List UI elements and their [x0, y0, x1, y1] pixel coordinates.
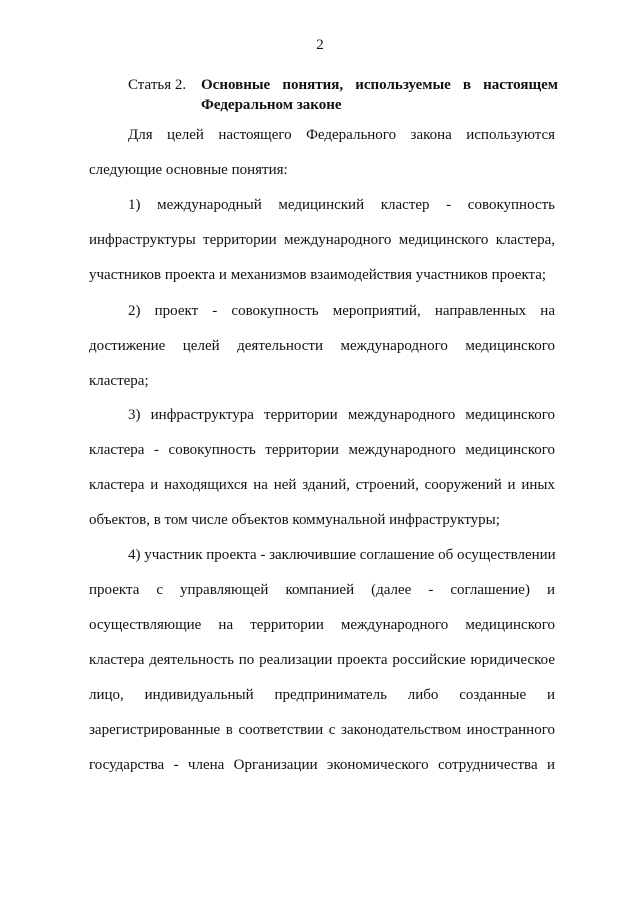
text-line: 2) проект - совокупность мероприятий, направленных на: [128, 303, 555, 319]
text-line: зарегистрированные в соответствии с законодательством иностранного: [89, 722, 555, 738]
text-line: 4) участник проекта - заключившие соглашение об осуществлении: [128, 547, 556, 563]
text-line: кластера - совокупность территории международного медицинского: [89, 442, 555, 458]
text-line: 3) инфраструктура территории международного медицинского: [128, 407, 555, 423]
text-line: кластера и находящихся на ней зданий, строений, сооружений и иных: [89, 477, 555, 493]
text-line: Для целей настоящего Федерального закона используются: [128, 127, 555, 143]
text-line: осуществляющие на территории международного медицинского: [89, 617, 555, 633]
text-line: кластера;: [89, 373, 149, 389]
text-line: участников проекта и механизмов взаимодействия участников проекта;: [89, 267, 547, 283]
article-title: Основные понятия, используемые в настоящем Федеральном законе: [201, 77, 558, 113]
text-line: инфраструктуры территории международного медицинского кластера,: [89, 232, 555, 248]
text-line: проекта с управляющей компанией (далее - соглашение) и: [89, 582, 555, 598]
text-line: объектов, в том числе объектов коммунальной инфраструктуры;: [89, 512, 500, 528]
text-line: государства - члена Организации экономического сотрудничества и: [89, 757, 555, 773]
text-line: 1) международный медицинский кластер - совокупность: [128, 197, 555, 213]
page-number: 2: [316, 37, 324, 53]
text-line: лицо, индивидуальный предприниматель либо созданные и: [89, 687, 555, 703]
article-label: Статья 2.: [128, 77, 187, 93]
text-line: кластера деятельность по реализации проекта российские юридическое: [89, 652, 555, 668]
text-line: следующие основные понятия:: [89, 162, 288, 178]
text-line: достижение целей деятельности международного медицинского: [89, 338, 555, 354]
